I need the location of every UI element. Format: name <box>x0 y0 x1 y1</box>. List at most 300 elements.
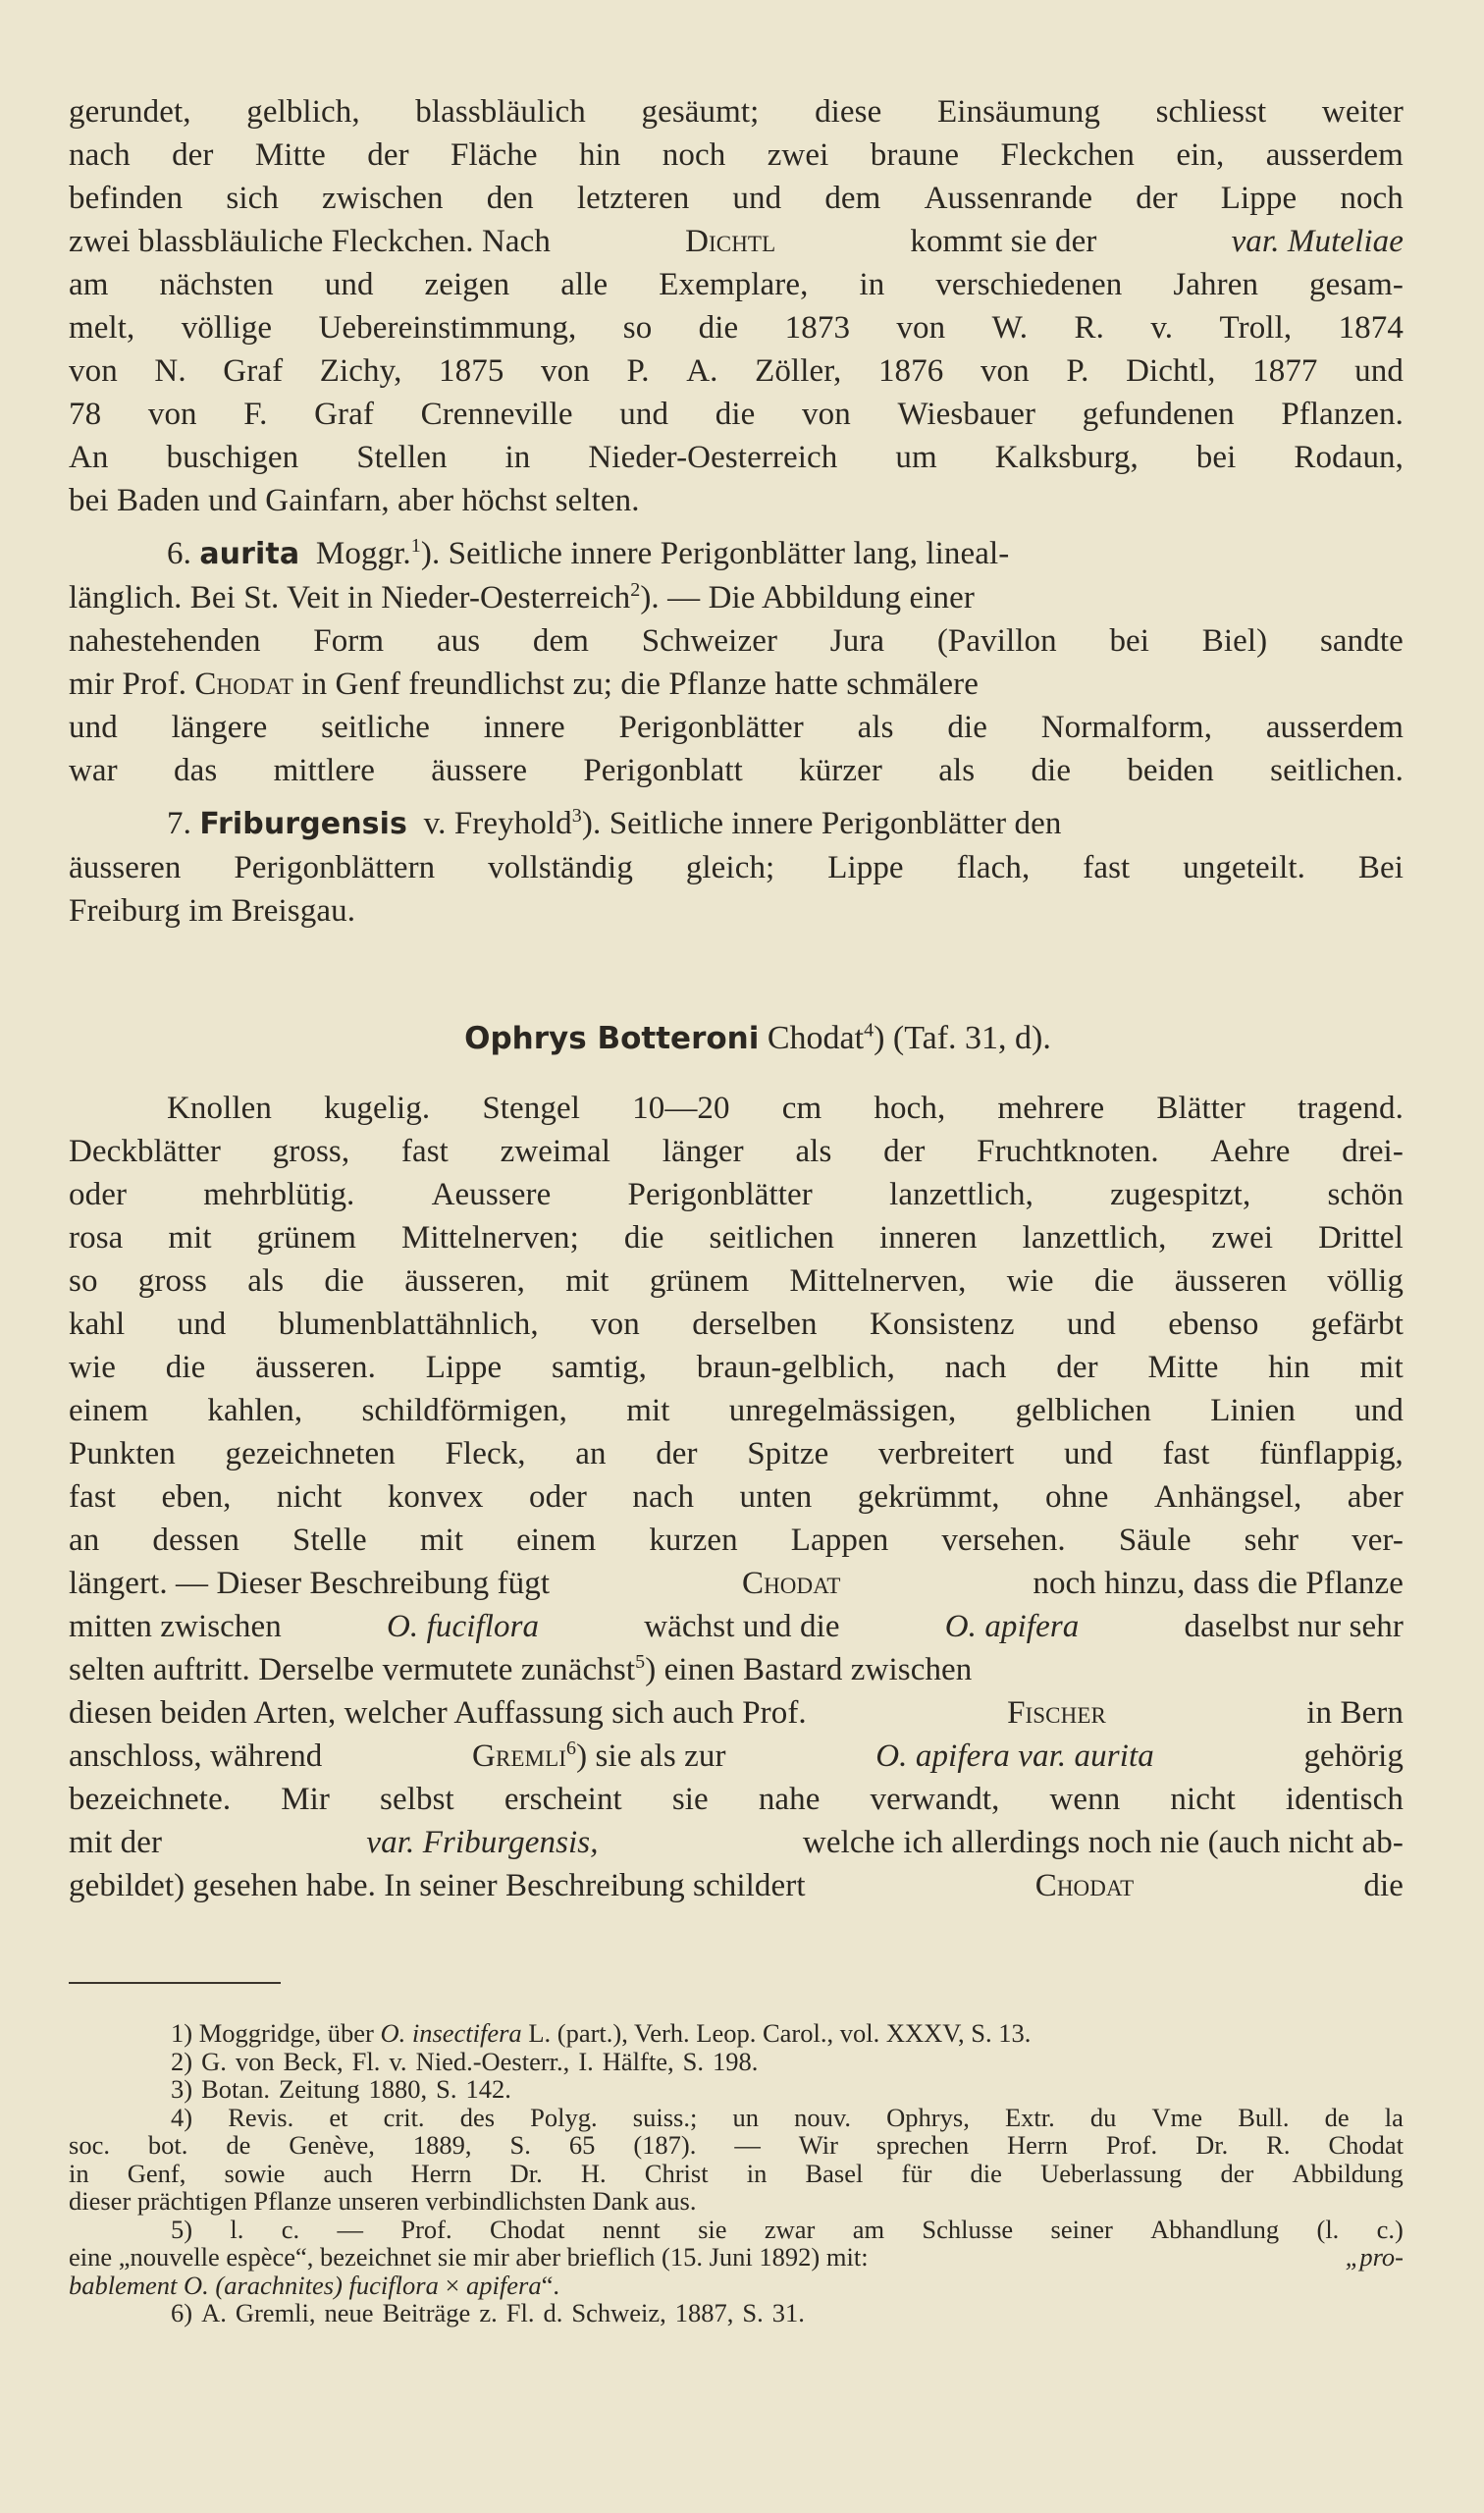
footnote-2 <box>69 2048 1404 2076</box>
word: zwar <box>764 2214 816 2244</box>
word: völlige <box>181 310 273 346</box>
word: weiter <box>1321 94 1404 130</box>
text-line <box>69 1648 1404 1691</box>
word: Wir <box>798 2130 838 2160</box>
word: beiden <box>1127 753 1214 788</box>
footnote-6 <box>69 2299 1404 2327</box>
word: letzteren <box>576 181 690 216</box>
word: Fleck, <box>445 1436 526 1471</box>
text-span: ). — Die Abbildung einer <box>640 580 975 615</box>
word: hin <box>578 137 621 173</box>
word: äusseren, <box>404 1263 526 1299</box>
word: nach <box>632 1479 695 1515</box>
word: wenn <box>1049 1782 1121 1817</box>
word: P. <box>626 353 650 389</box>
footnotes <box>69 2019 1404 2327</box>
word: Drittel <box>1318 1220 1404 1256</box>
word: Troll, <box>1219 310 1293 346</box>
word: grünem <box>256 1220 357 1256</box>
word: hoch, <box>874 1091 946 1126</box>
word: innere <box>483 710 565 745</box>
word: cm <box>781 1091 822 1126</box>
author-name: Fischer <box>1007 1695 1106 1731</box>
word: G. <box>201 2046 227 2076</box>
word: war <box>69 753 118 788</box>
word: zeigen <box>424 267 510 302</box>
word: Graf <box>223 353 284 389</box>
word: fünflappig, <box>1259 1436 1404 1471</box>
footnote-5-line <box>69 2243 1404 2272</box>
word: äusseren <box>1174 1263 1288 1299</box>
word: Biel) <box>1201 623 1268 659</box>
word: la <box>1384 2102 1404 2132</box>
word: Stelle <box>292 1523 367 1558</box>
footnote-ref: 1 <box>410 535 421 557</box>
footnote-divider <box>69 1982 281 1984</box>
word: der <box>367 137 409 173</box>
word: seitliche <box>321 710 430 745</box>
word: 5) <box>171 2214 193 2244</box>
text-line <box>69 1259 1404 1303</box>
word: gekrümmt, <box>857 1479 1000 1515</box>
text-line <box>69 393 1404 436</box>
word: fast <box>69 1479 117 1515</box>
word: aus <box>436 623 481 659</box>
word: 1874 <box>1338 310 1404 346</box>
word: alle <box>560 267 609 302</box>
text-line <box>69 1864 1404 1907</box>
word: Abhandlung <box>1150 2214 1280 2244</box>
variety-name: Friburgensis <box>199 807 407 841</box>
word: nouv. <box>794 2102 852 2132</box>
text-line <box>69 706 1404 749</box>
word: nicht <box>1170 1782 1236 1817</box>
word: vollständig <box>488 850 633 885</box>
word: 142. <box>465 2074 511 2104</box>
text-line <box>69 1778 1404 1821</box>
word: (Pavillon <box>936 623 1057 659</box>
word: von <box>235 2046 275 2076</box>
word: mit <box>565 1263 610 1299</box>
word: (187). <box>633 2130 697 2160</box>
word: Graf <box>314 397 374 432</box>
word: von <box>980 353 1030 389</box>
word: noch <box>1340 181 1404 216</box>
text-span: diesen beiden Arten, welcher Auffassung sich auch Prof. <box>69 1695 807 1731</box>
taxon-name: O. apifera <box>944 1609 1080 1644</box>
word: aber <box>1347 1479 1404 1515</box>
text-line <box>69 349 1404 393</box>
text-line <box>69 576 1404 619</box>
word: das <box>174 753 218 788</box>
word: seitlichen. <box>1270 753 1404 788</box>
text-line <box>69 1303 1404 1346</box>
word: gesam- <box>1309 267 1404 302</box>
author-name: Dichtl <box>685 224 776 259</box>
word: seiner <box>1050 2214 1113 2244</box>
text-span: die <box>1363 1868 1404 1903</box>
taxon-name: bablement O. (arachnites) fuciflora <box>69 2270 439 2300</box>
word: gelblich, <box>246 94 360 130</box>
word: grünem <box>649 1263 750 1299</box>
word: gerundet, <box>69 94 191 130</box>
text-span: kommt sie der <box>910 224 1097 259</box>
species-author: Chodat <box>767 1020 865 1056</box>
word: Fl. <box>351 2046 381 2076</box>
word: ebenso <box>1168 1307 1259 1342</box>
word: verschiedenen <box>935 267 1123 302</box>
word: Normalform, <box>1040 710 1213 745</box>
species-heading <box>69 1016 1404 1061</box>
word: Dr. <box>1195 2130 1229 2160</box>
word: die <box>1031 753 1072 788</box>
word: und <box>1354 353 1404 389</box>
text-span: ) sie als zur <box>576 1738 726 1774</box>
word: z. <box>479 2298 498 2327</box>
word: mit <box>626 1393 670 1428</box>
word: sich <box>226 181 279 216</box>
footnote-ref: 3 <box>571 805 582 827</box>
word: S. <box>509 2130 531 2160</box>
word: die <box>1093 1263 1135 1299</box>
word: R. <box>1266 2130 1291 2160</box>
word: gefärbt <box>1310 1307 1404 1342</box>
word: Nieder-Oesterreich <box>588 440 838 475</box>
word: Lappen <box>790 1523 889 1558</box>
word: befinden <box>69 181 184 216</box>
text-span <box>69 1648 972 1691</box>
word: in <box>69 2158 89 2188</box>
word: ohne <box>1044 1479 1109 1515</box>
word: Beiträge <box>382 2298 471 2327</box>
word: nicht <box>276 1479 343 1515</box>
word: v. <box>389 2046 407 2076</box>
word: kürzer <box>799 753 882 788</box>
word: A. <box>201 2298 227 2327</box>
word: so <box>622 310 653 346</box>
word: konvex <box>387 1479 484 1515</box>
word: und <box>1354 1393 1404 1428</box>
word: und <box>177 1307 227 1342</box>
word: Nied.-Oesterr., <box>415 2046 570 2076</box>
word: unregelmässigen, <box>728 1393 957 1428</box>
word: d. <box>543 2298 563 2327</box>
word: gleich; <box>685 850 775 885</box>
word: am <box>69 267 109 302</box>
word: in <box>746 2158 768 2188</box>
footnote-4 <box>69 2104 1404 2132</box>
word: nach <box>944 1350 1007 1385</box>
word: von <box>591 1307 640 1342</box>
word: ausserdem <box>1265 710 1404 745</box>
text-line <box>69 1173 1404 1216</box>
word: lanzettlich, <box>889 1177 1034 1212</box>
word: Perigonblätter <box>618 710 804 745</box>
text-span: welche ich allerdings noch nie (auch nicht ab- <box>802 1825 1404 1860</box>
author-name: Chodat <box>741 1566 841 1601</box>
word: in <box>859 267 885 302</box>
text-span: L. (part.), Verh. Leop. Carol., vol. XXXV, S. 13. <box>528 2018 1032 2048</box>
word: ungeteilt. <box>1183 850 1305 885</box>
word: Mittelnerven; <box>401 1220 579 1256</box>
text-span: längert. — Dieser Beschreibung fügt <box>69 1566 551 1601</box>
word: bot. <box>147 2130 188 2160</box>
word: nahe <box>758 1782 821 1817</box>
word: du <box>1089 2102 1117 2132</box>
word: Blätter <box>1156 1091 1246 1126</box>
variety-entry-head <box>167 802 1061 846</box>
word: zwei <box>1211 1220 1274 1256</box>
word: Chodat <box>1328 2130 1404 2160</box>
word: Schweizer <box>641 623 778 659</box>
text-span: gebildet) gesehen habe. In seiner Beschreibung schildert <box>69 1868 806 1903</box>
word: Fleckchen <box>1000 137 1136 173</box>
word: von <box>69 353 118 389</box>
word: unten <box>739 1479 813 1515</box>
text-line <box>69 1216 1404 1259</box>
word: mit <box>419 1523 464 1558</box>
footnote-4-line <box>69 2131 1404 2160</box>
word: fast <box>1083 850 1131 885</box>
word: Zeitung <box>279 2074 360 2104</box>
word: als <box>938 753 976 788</box>
word: 198. <box>712 2046 759 2076</box>
footnote-ref: 6 <box>566 1738 577 1759</box>
text-line <box>69 1562 1404 1605</box>
text-span: zwei blassbläuliche Fleckchen. Nach <box>69 224 551 259</box>
word: de <box>1324 2102 1350 2132</box>
text-span: noch hinzu, dass die Pflanze <box>1033 1566 1404 1601</box>
text-span: 1) Moggridge, über <box>171 2018 374 2048</box>
word: die <box>623 1220 664 1256</box>
word: blassbläulich <box>415 94 586 130</box>
word: Basel <box>805 2158 864 2188</box>
word: kurzen <box>649 1523 738 1558</box>
word: drei- <box>1342 1134 1404 1169</box>
word: Bei <box>1357 850 1404 885</box>
word: c.) <box>1376 2214 1404 2244</box>
word: erscheint <box>504 1782 622 1817</box>
word: von <box>802 397 851 432</box>
word: Fläche <box>450 137 538 173</box>
word: 31. <box>771 2298 805 2327</box>
word: des <box>459 2102 496 2132</box>
word: — <box>337 2214 363 2244</box>
word: und <box>69 710 118 745</box>
word: in <box>504 440 531 475</box>
word: als <box>247 1263 285 1299</box>
text-line <box>69 1130 1404 1173</box>
word: bei <box>1109 623 1150 659</box>
word: Hälfte, <box>602 2046 674 2076</box>
word: die <box>698 310 739 346</box>
word: Spitze <box>747 1436 829 1471</box>
word: diese <box>815 94 882 130</box>
word: an <box>575 1436 607 1471</box>
word: l. <box>230 2214 244 2244</box>
word: braune <box>870 137 960 173</box>
author-name: Chodat <box>194 667 293 702</box>
word: um <box>895 440 937 475</box>
text-span: mir Prof. <box>69 667 187 702</box>
word: Aehre <box>1210 1134 1291 1169</box>
word: Uebereinstimmung, <box>318 310 577 346</box>
footnote-5 <box>69 2216 1404 2244</box>
word: Zichy, <box>319 353 402 389</box>
word: samtig, <box>552 1350 647 1385</box>
word: P. <box>1066 353 1089 389</box>
word: Pflanzen. <box>1281 397 1404 432</box>
word: S. <box>436 2074 457 2104</box>
word: Anhängsel, <box>1153 1479 1302 1515</box>
word: 3) <box>171 2074 193 2104</box>
word: A. <box>686 353 718 389</box>
word: einem <box>69 1393 149 1428</box>
word: Dichtl, <box>1126 353 1216 389</box>
word: 1875 <box>439 353 504 389</box>
text-line <box>69 436 1404 479</box>
footnote-ref: 5 <box>635 1651 646 1673</box>
text-span: ) einen Bastard zwischen <box>645 1652 973 1687</box>
text-span: anschloss, während <box>69 1738 323 1774</box>
word: völlig <box>1327 1263 1404 1299</box>
word: N. <box>154 353 186 389</box>
text-line <box>69 1735 1404 1778</box>
text-span: ). Seitliche innere Perigonblätter den <box>581 806 1062 841</box>
text-line <box>69 90 1404 134</box>
word: Linien <box>1210 1393 1296 1428</box>
word: Punkten <box>69 1436 176 1471</box>
footnote-1 <box>69 2019 1404 2048</box>
variety-friburgensis-paragraph <box>69 802 1404 933</box>
word: dem <box>532 623 589 659</box>
word: gross, <box>272 1134 350 1169</box>
word: buschigen <box>166 440 299 475</box>
word: so <box>69 1263 98 1299</box>
word: Jahren <box>1173 267 1259 302</box>
word: blumenblattähnlich, <box>278 1307 539 1342</box>
word: äusseren <box>69 850 182 885</box>
word: Perigonblätter <box>627 1177 813 1212</box>
word: 10—20 <box>632 1091 730 1126</box>
text-line: Freiburg im Breisgau. <box>69 893 356 929</box>
word: die <box>715 397 756 432</box>
word: Crenneville <box>420 397 573 432</box>
word: Bull. <box>1238 2102 1290 2132</box>
text-line <box>69 177 1404 220</box>
word: tragend. <box>1297 1091 1404 1126</box>
word: Wiesbauer <box>897 397 1036 432</box>
word: Ueberlassung <box>1040 2158 1183 2188</box>
text-span <box>69 576 975 619</box>
word: Deckblätter <box>69 1134 222 1169</box>
text-line: bei Baden und Gainfarn, aber höchst selten. <box>69 483 640 518</box>
word: die <box>165 1350 206 1385</box>
word: sowie <box>224 2158 286 2188</box>
word: Aussenrande <box>924 181 1093 216</box>
species-name: Ophrys Botteroni <box>464 1021 760 1056</box>
word: Revis. <box>228 2102 294 2132</box>
word: auch <box>323 2158 373 2188</box>
word: R. <box>1074 310 1104 346</box>
word: zweimal <box>500 1134 611 1169</box>
word: zwei <box>767 137 829 173</box>
word: kahlen, <box>207 1393 303 1428</box>
word: der <box>1136 181 1178 216</box>
word: längere <box>171 710 268 745</box>
word: 1873 <box>784 310 851 346</box>
word: Schlusse <box>922 2214 1014 2244</box>
word: Aeussere <box>431 1177 552 1212</box>
word: nach <box>69 137 131 173</box>
variety-number: 6. <box>167 536 191 571</box>
taxon-name: var. Muteliae <box>1231 224 1404 259</box>
word: S. <box>682 2046 704 2076</box>
word: eben, <box>161 1479 232 1515</box>
word: hin <box>1268 1350 1310 1385</box>
word: mit <box>1359 1350 1404 1385</box>
word: Mitte <box>254 137 326 173</box>
variety-aurita-paragraph <box>69 532 1404 792</box>
word: äusseren. <box>255 1350 376 1385</box>
word: sie <box>698 2214 727 2244</box>
word: melt, <box>69 310 135 346</box>
word: Herrn <box>1007 2130 1068 2160</box>
word: wie <box>1006 1263 1054 1299</box>
word: Genf, <box>127 2158 186 2188</box>
footnote-4-line: dieser prächtigen Pflanze unseren verbindlichsten Dank aus. <box>69 2186 697 2216</box>
word: und <box>732 181 782 216</box>
word: un <box>732 2102 759 2132</box>
text-line <box>69 1475 1404 1519</box>
word: 1889, <box>412 2130 472 2160</box>
word: Fl. <box>505 2298 535 2327</box>
word: der <box>1220 2158 1254 2188</box>
word: Perigonblatt <box>583 753 743 788</box>
word: der <box>1056 1350 1098 1385</box>
word: identisch <box>1285 1782 1404 1817</box>
word: sehr <box>1244 1523 1299 1558</box>
word: gefundenen <box>1082 397 1235 432</box>
word: Ophrys, <box>886 2102 970 2132</box>
word: schön <box>1327 1177 1404 1212</box>
word: Gremli, <box>235 2298 316 2327</box>
hybrid-sign: × <box>445 2270 460 2300</box>
taxon-name: O. insectifera <box>380 2018 522 2048</box>
word: Vme <box>1151 2102 1203 2132</box>
word: Lippe <box>425 1350 503 1385</box>
word: 65 <box>568 2130 596 2160</box>
word: noch <box>662 137 726 173</box>
word: mit <box>168 1220 212 1256</box>
word: und <box>619 397 669 432</box>
text-span: mit der <box>69 1825 163 1860</box>
word: ein, <box>1176 137 1225 173</box>
text-line <box>69 1821 1404 1864</box>
text-line <box>69 1346 1404 1389</box>
word: für <box>901 2158 932 2188</box>
taxon-name: var. Friburgensis, <box>366 1825 599 1860</box>
word: die <box>324 1263 365 1299</box>
word: die <box>970 2158 1002 2188</box>
word: Säule <box>1118 1523 1192 1558</box>
word: flach, <box>956 850 1031 885</box>
word: Herrn <box>410 2158 472 2188</box>
word: der <box>883 1134 926 1169</box>
word: soc. <box>69 2130 110 2160</box>
word: bei <box>1195 440 1237 475</box>
word: Abbildung <box>1292 2158 1404 2188</box>
